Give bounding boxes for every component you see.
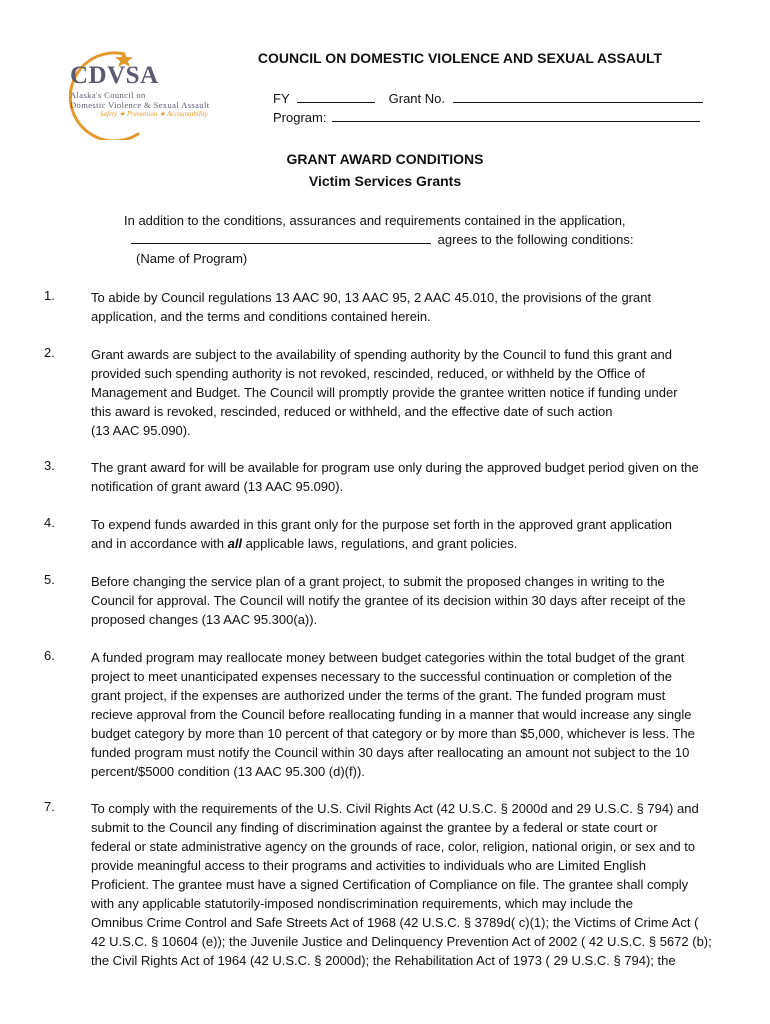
condition-line: Council for approval. The Council will notify the grantee of its decision within 30 days after receipt of the — [91, 593, 686, 608]
condition-line: 42 U.S.C. § 10604 (e)); the Juvenile Justice and Delinquency Prevention Act of 2002 ( 42 U.S.C. § 5672 (b); — [91, 934, 712, 949]
condition-line: (13 AAC 95.090). — [91, 423, 191, 438]
fy-grant-line — [273, 91, 703, 106]
condition-text — [91, 515, 672, 553]
condition-line: Before changing the service plan of a grant project, to submit the proposed changes in writing to the — [91, 574, 665, 589]
condition-line: grant project, if the expenses are authorized under the terms of the grant. The funded program must — [91, 688, 666, 703]
intro-agree-line — [131, 232, 633, 247]
program-name-field[interactable] — [131, 232, 431, 244]
condition-line: with any applicable statutorily-imposed nondiscrimination requirements, which may include the — [91, 896, 633, 911]
condition-line: To expend funds awarded in this grant only for the purpose set forth in the approved grant application — [91, 517, 673, 532]
condition-line: the Civil Rights Act of 1964 (42 U.S.C. § 2000d); the Rehabilitation Act of 1973 ( 29 U.S.C. § 794); the — [91, 953, 676, 968]
condition-line: budget category by more than 10 percent of that category or by more than $5,000, whichever is less. The — [91, 726, 695, 741]
condition-number: 2. — [44, 345, 55, 360]
condition-line-start: and in accordance with — [91, 536, 228, 551]
fy-field[interactable] — [297, 91, 375, 103]
condition-line: federal or state administrative agency on the grounds of race, color, religion, national origin, or sex and to — [91, 839, 696, 854]
condition-number: 7. — [44, 799, 55, 814]
intro-text: In addition to the conditions, assurances and requirements contained in the application, — [124, 213, 626, 228]
page-subtitle: Victim Services Grants — [308, 173, 462, 189]
condition-text — [91, 288, 651, 326]
condition-line: Grant awards are subject to the availability of spending authority by the Council to fund this grant and — [91, 347, 673, 362]
program-field[interactable] — [332, 110, 700, 122]
condition-line: notification of grant award (13 AAC 95.090). — [91, 479, 344, 494]
condition-line: application, and the terms and conditions contained herein. — [91, 309, 431, 324]
condition-line: percent/$5000 condition (13 AAC 95.300 (d)(f)). — [91, 764, 365, 779]
condition-text — [91, 572, 685, 629]
condition-line: A funded program may reallocate money between budget categories within the total budget of the grant — [91, 650, 685, 665]
program-line — [273, 110, 700, 125]
logo-subtitle-line2: Domestic Violence & Sexual Assault — [70, 100, 210, 110]
condition-line: To comply with the requirements of the U.S. Civil Rights Act (42 U.S.C. § 2000d and 29 U.S.C. § 794) and — [91, 801, 699, 816]
grant-no-field[interactable] — [453, 91, 703, 103]
council-title: COUNCIL ON DOMESTIC VIOLENCE AND SEXUAL ASSAULT — [257, 50, 663, 66]
condition-line-end: applicable laws, regulations, and grant policies. — [242, 536, 518, 551]
condition-line — [91, 534, 672, 553]
condition-line: Omnibus Crime Control and Safe Streets Act of 1968 (42 U.S.C. § 3789d( c)(1); the Victims of Crime Act ( — [91, 915, 699, 930]
condition-line: funded program must notify the Council within 30 days after reallocating an amount not subject to the 10 — [91, 745, 690, 760]
condition-line: recieve approval from the Council before reallocating funding in a manner that would increase any single — [91, 707, 692, 722]
condition-text — [91, 799, 712, 970]
condition-line: To abide by Council regulations 13 AAC 90, 13 AAC 95, 2 AAC 45.010, the provisions of the grant — [91, 290, 652, 305]
intro-agree-text: agrees to the following conditions: — [437, 232, 634, 247]
condition-number: 3. — [44, 458, 55, 473]
condition-line: proposed changes (13 AAC 95.300(a)). — [91, 612, 318, 627]
emphasis-all: all — [227, 536, 243, 551]
condition-line: The grant award for will be available for program use only during the approved budget period given on the — [91, 460, 699, 475]
condition-line: provided such spending authority is not revoked, rescinded, reduced, or withheld by the Office of — [91, 366, 646, 381]
condition-line: Management and Budget. The Council will promptly provide the grantee written notice if funding under — [91, 385, 678, 400]
grant-no-label: Grant No. — [388, 91, 445, 106]
condition-text — [91, 345, 678, 440]
condition-line: submit to the Council any finding of discrimination against the grantee by a federal or state court or — [91, 820, 658, 835]
page-title: GRANT AWARD CONDITIONS — [286, 151, 484, 167]
program-label: Program: — [273, 110, 327, 125]
condition-number: 4. — [44, 515, 55, 530]
program-name-caption: (Name of Program) — [136, 251, 248, 266]
condition-number: 6. — [44, 648, 55, 663]
condition-line: provide meaningful access to their programs and activities to individuals who are Limited English — [91, 858, 646, 873]
logo-subtitle-line1: Alaska's Council on — [70, 90, 146, 100]
condition-number: 5. — [44, 572, 55, 587]
condition-line: this award is revoked, rescinded, reduced or withheld, and the effective date of such action — [91, 404, 613, 419]
logo-title: CDVSA — [70, 62, 159, 89]
condition-number: 1. — [44, 288, 55, 303]
cdvsa-logo — [58, 50, 248, 140]
fy-label: FY — [273, 91, 290, 106]
condition-line: Proficient. The grantee must have a signed Certification of Compliance on file. The grantee shall comply — [91, 877, 689, 892]
condition-text — [91, 648, 695, 781]
condition-line: project to meet unanticipated expenses necessary to the successful continuation or completion of the — [91, 669, 673, 684]
logo-tagline: Safety ★ Prevention ★ Accountability — [100, 110, 208, 118]
condition-text — [91, 458, 699, 496]
